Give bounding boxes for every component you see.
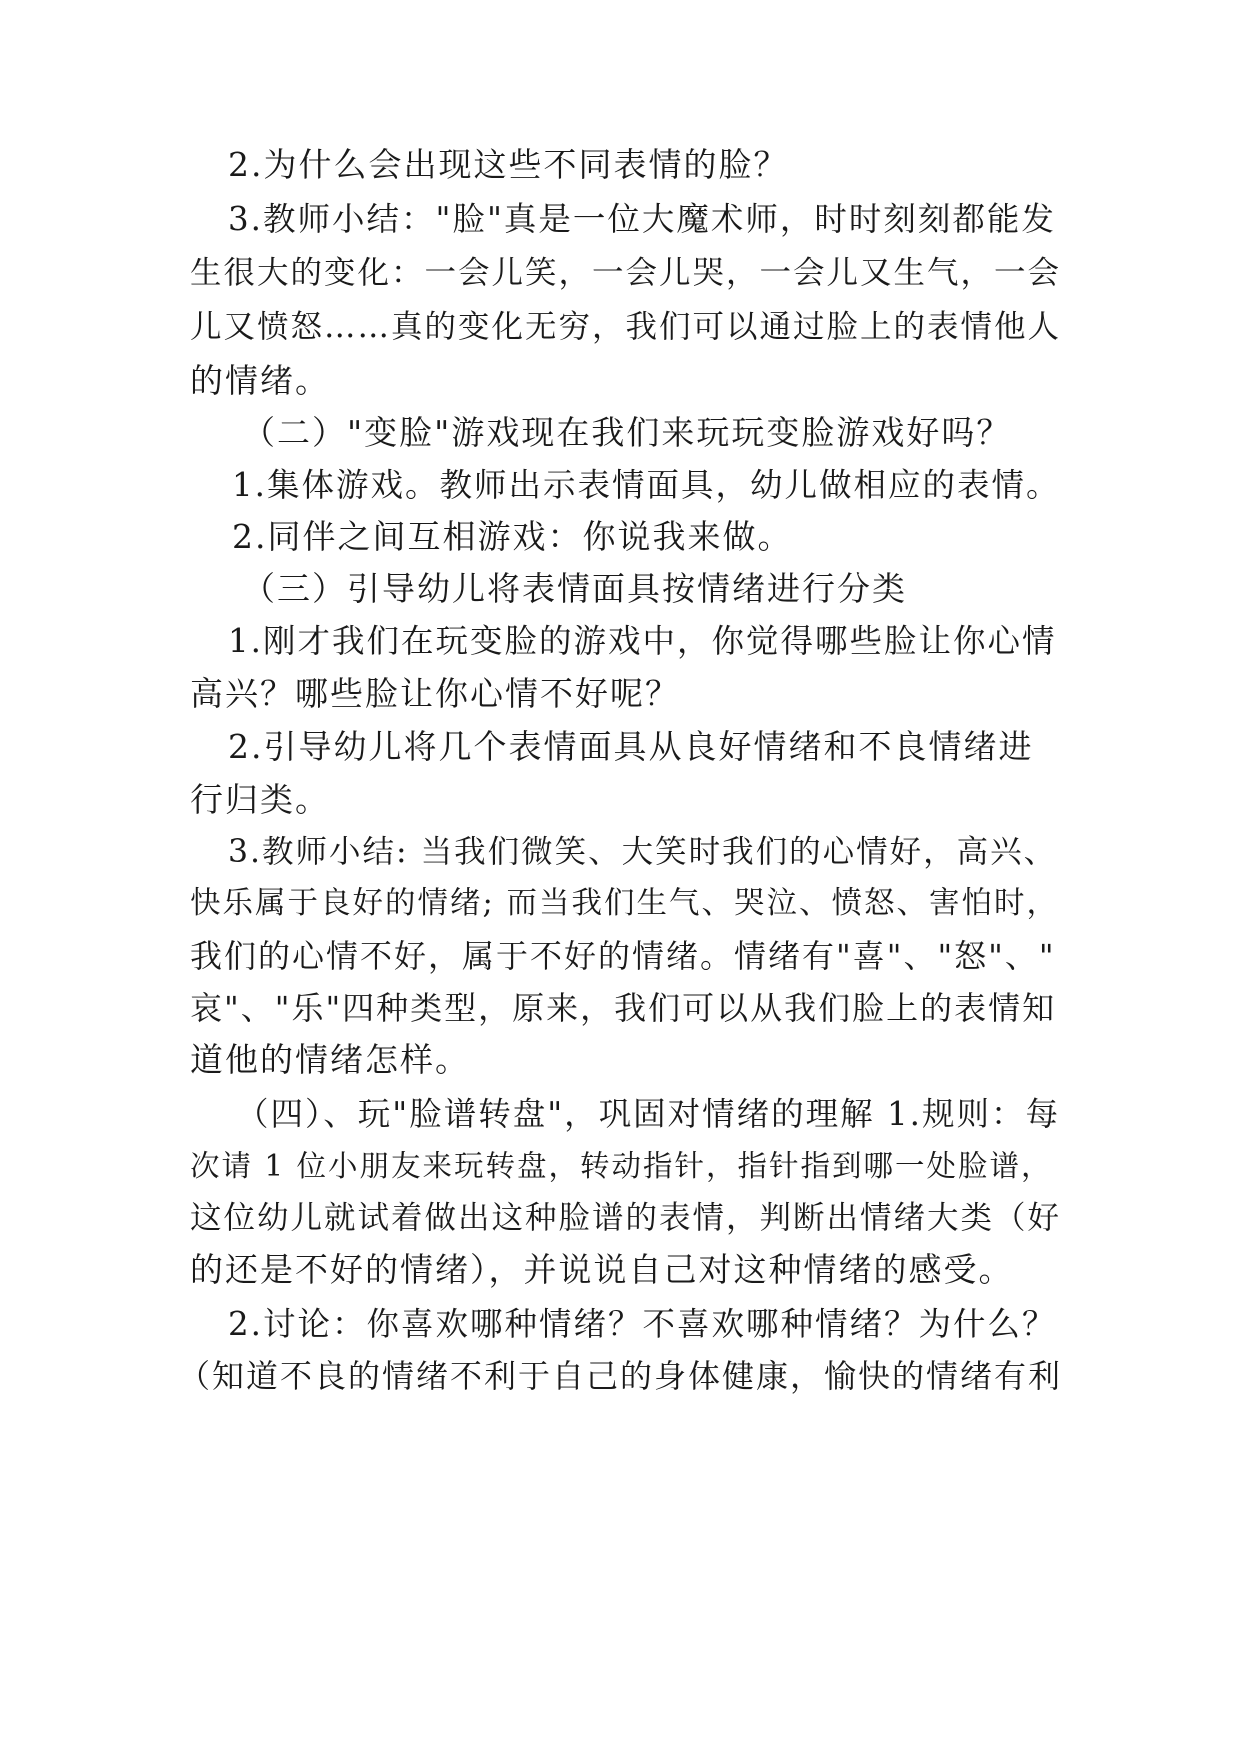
text-line: 高兴？哪些脸让你心情不好呢？ [190, 674, 680, 713]
text-line: 行归类。 [190, 780, 330, 819]
text-line: 2.为什么会出现这些不同表情的脸？ [228, 145, 789, 184]
text-line: 1.集体游戏。教师出示表情面具，幼儿做相应的表情。 [232, 466, 1061, 504]
text-line: 的情绪。 [190, 361, 330, 400]
section-heading: （四）、玩"脸谱转盘"，巩固对情绪的理解 1.规则：每 [236, 1095, 1060, 1133]
text-line: 哀"、"乐"四种类型，原来，我们可以从我们脸上的表情知 [190, 989, 1057, 1027]
text-line: 这位幼儿就试着做出这种脸谱的表情，判断出情绪大类（好 [190, 1200, 1062, 1236]
section-heading: （二）"变脸"游戏现在我们来玩玩变脸游戏好吗？ [242, 413, 1012, 452]
text-line: 的还是不好的情绪），并说说自己对这种情绪的感受。 [190, 1250, 1014, 1289]
text-line: 次请 1 位小朋友来玩转盘，转动指针，指针指到哪一处脸谱， [190, 1149, 1053, 1183]
text-line: 2.讨论：你喜欢哪种情绪？不喜欢哪种情绪？为什么？ [228, 1305, 1057, 1343]
text-line: 1.刚才我们在玩变脸的游戏中，你觉得哪些脸让你心情 [228, 622, 1057, 660]
text-line: 我们的心情不好，属于不好的情绪。情绪有"喜"、"怒"、" [190, 937, 1056, 975]
text-line: 生很大的变化：一会儿笑，一会儿哭，一会儿又生气，一会 [190, 255, 1062, 291]
text-line: 3.教师小结: 当我们微笑、大笑时我们的心情好，高兴、 [228, 834, 1058, 870]
text-line: 3.教师小结："脸"真是一位大魔术师，时时刻刻都能发 [228, 200, 1056, 238]
text-line: 2.引导幼儿将几个表情面具从良好情绪和不良情绪进 [228, 727, 1034, 766]
section-heading: （三）引导幼儿将表情面具按情绪进行分类 [242, 569, 907, 608]
text-line: 快乐属于良好的情绪; 而当我们生气、哭泣、愤怒、害怕时， [190, 886, 1059, 921]
text-line: 儿又愤怒……真的变化无穷，我们可以通过脸上的表情他人 [190, 309, 1062, 345]
text-line: 2.同伴之间互相游戏：你说我来做。 [232, 517, 793, 556]
text-line: 道他的情绪怎样。 [190, 1040, 470, 1079]
text-line: （知道不良的情绪不利于自己的身体健康，愉快的情绪有利 [178, 1357, 1063, 1395]
